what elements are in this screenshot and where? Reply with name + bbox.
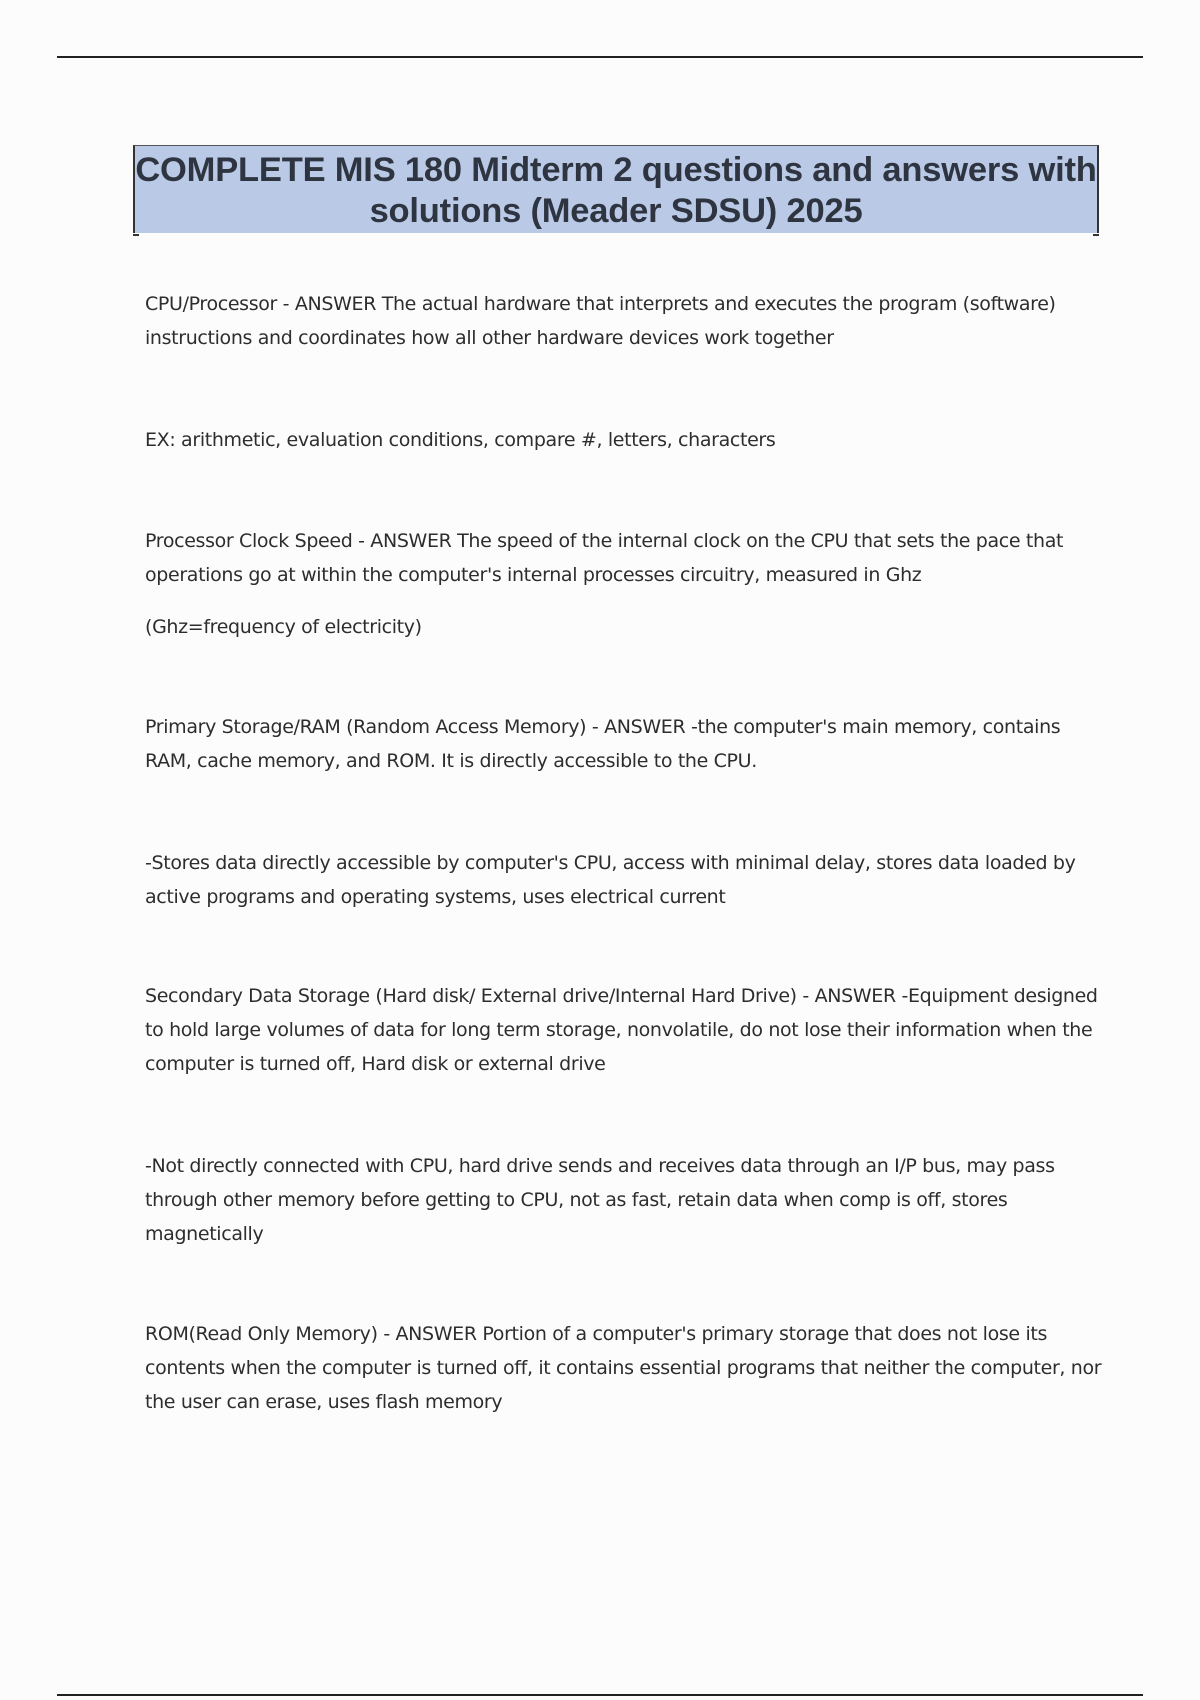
top-rule [57,56,1143,58]
paragraph-ghz-note: (Ghz=frequency of electricity) [145,616,422,638]
paragraph-secondary-storage-detail: -Not directly connected with CPU, hard drive sends and receives data through an I/P bus, may pass through other memory before getting to CPU, not as fast, retain data when comp is off, stores magnetically [145,1155,1055,1245]
paragraph-primary-storage-detail: -Stores data directly accessible by computer's CPU, access with minimal delay, stores data loaded by active programs and operating systems, uses electrical current [145,852,1076,908]
bottom-rule [57,1694,1143,1696]
paragraph-primary-storage: Primary Storage/RAM (Random Access Memory) - ANSWER -the computer's main memory, contains RAM, cache memory, and ROM. It is directly accessible to the CPU. [145,716,1061,772]
paragraph-clock-speed: Processor Clock Speed - ANSWER The speed of the internal clock on the CPU that sets the pace that operations go at within the computer's internal processes circuitry, measured in Ghz [145,530,1064,586]
paragraph-cpu: CPU/Processor - ANSWER The actual hardware that interprets and executes the program (software) instructions and coordinates how all other hardware devices work together [145,293,1056,349]
document-title: COMPLETE MIS 180 Midterm 2 questions and answers with solutions (Meader SDSU) 2025 [135,151,1097,230]
title-banner [133,145,1099,233]
paragraph-cpu-example: EX: arithmetic, evaluation conditions, compare #, letters, characters [145,429,776,451]
paragraph-rom: ROM(Read Only Memory) - ANSWER Portion of a computer's primary storage that does not lose its contents when the computer is turned off, it contains essential programs that neither the computer, nor the user can erase, uses flash memory [145,1323,1102,1413]
paragraph-secondary-storage: Secondary Data Storage (Hard disk/ External drive/Internal Hard Drive) - ANSWER -Equipment designed to hold large volumes of data for long term storage, nonvolatile, do not lose their information when the computer is turned off, Hard disk or external drive [145,985,1098,1075]
